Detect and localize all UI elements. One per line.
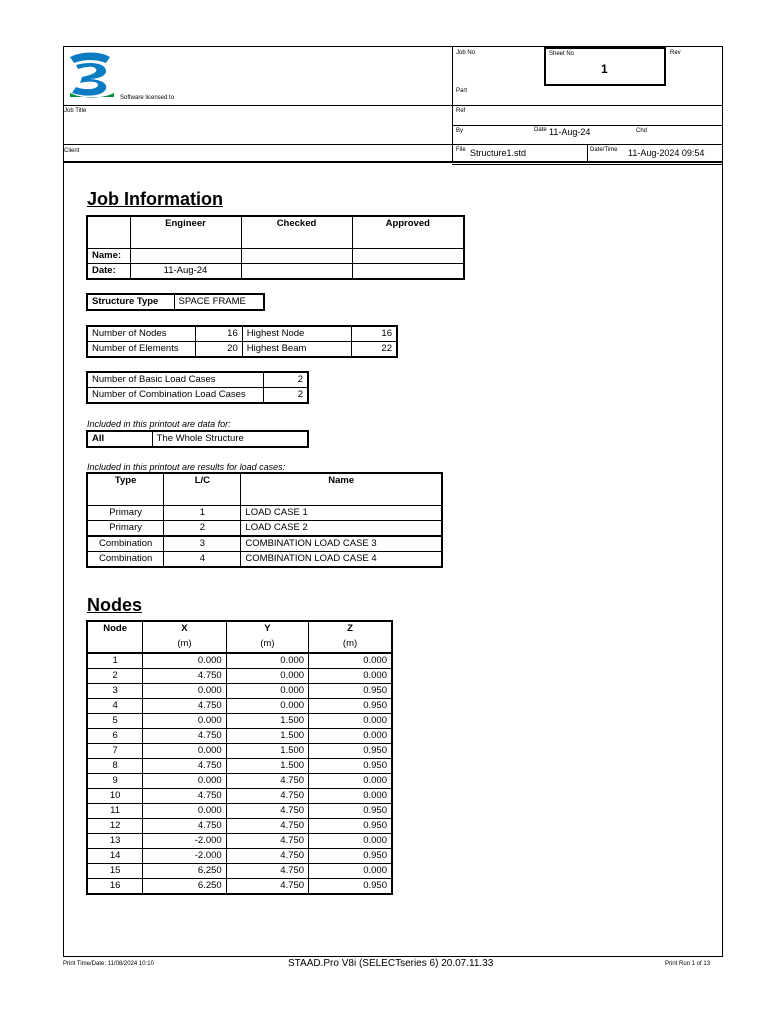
print-run: Print Run 1 of 13 [665, 961, 711, 967]
job-title-label: Job Title [64, 108, 87, 114]
table-row [87, 699, 392, 714]
node-z: 0.000 [309, 729, 392, 744]
lc-number: 1 [164, 505, 241, 520]
job-no-label: Job No [456, 50, 476, 56]
lc-number: 2 [164, 520, 241, 536]
table-row [87, 714, 392, 729]
node-y: 0.000 [226, 684, 308, 699]
node-y: 4.750 [226, 789, 308, 804]
z-header: Z [309, 621, 392, 636]
approved-header: Approved [352, 216, 464, 248]
element-count-table [86, 325, 398, 358]
node-z: 0.950 [309, 879, 392, 895]
node-x: 4.750 [143, 759, 226, 774]
table-row [87, 505, 442, 520]
date-value: 11-Aug-24 [549, 127, 591, 137]
node-z: 0.000 [309, 834, 392, 849]
report-header [64, 47, 722, 163]
approval-table [86, 215, 465, 280]
table-row [87, 849, 392, 864]
node-z: 0.000 [309, 669, 392, 684]
comb-lc-label: Number of Combination Load Cases [87, 388, 263, 404]
node-y: 4.750 [226, 879, 308, 895]
node-x: 0.000 [143, 653, 226, 669]
datetime-value: 11-Aug-2024 09:54 [628, 148, 705, 158]
nodes-label: Number of Nodes [87, 326, 196, 342]
lc-name: LOAD CASE 2 [241, 520, 442, 536]
lc-type: Primary [87, 520, 164, 536]
lc-name: LOAD CASE 1 [241, 505, 442, 520]
node-id: 12 [87, 819, 143, 834]
job-information-title: Job Information [87, 189, 223, 209]
node-unit [87, 636, 143, 653]
lc-type-header: Type [87, 473, 164, 505]
lc-name: COMBINATION LOAD CASE 4 [241, 551, 442, 567]
node-id: 6 [87, 729, 143, 744]
node-y: 0.000 [226, 699, 308, 714]
ref-label: Ref [456, 108, 466, 114]
node-y: 1.500 [226, 729, 308, 744]
table-row [87, 759, 392, 774]
file-label: File [456, 147, 466, 153]
node-id: 10 [87, 789, 143, 804]
elements-value: 20 [196, 342, 242, 358]
nodes-table [86, 620, 393, 895]
node-id: 15 [87, 864, 143, 879]
all-value: The Whole Structure [152, 431, 308, 447]
lc-number: 4 [164, 551, 241, 567]
client-label: Client [64, 148, 80, 154]
load-case-count-table [86, 371, 309, 404]
node-y: 4.750 [226, 849, 308, 864]
table-row [87, 729, 392, 744]
table-row [87, 744, 392, 759]
sheet-no-value: 1 [601, 62, 608, 76]
structure-type-table [86, 293, 265, 311]
node-id: 11 [87, 804, 143, 819]
bentley-logo-icon [66, 49, 118, 99]
highest-beam-label: Highest Beam [242, 342, 351, 358]
node-x: 4.750 [143, 669, 226, 684]
node-z: 0.950 [309, 744, 392, 759]
table-row [87, 536, 442, 552]
comb-lc-value: 2 [263, 388, 308, 404]
node-id: 1 [87, 653, 143, 669]
table-row [87, 684, 392, 699]
included-results-text: Included in this printout are results for load cases: [87, 462, 286, 472]
node-y: 0.000 [226, 653, 308, 669]
node-z: 0.950 [309, 849, 392, 864]
basic-lc-value: 2 [263, 372, 308, 388]
date-label: Date [534, 127, 547, 133]
node-z: 0.950 [309, 699, 392, 714]
checked-header: Checked [241, 216, 352, 248]
node-id: 9 [87, 774, 143, 789]
node-x: 6.250 [143, 879, 226, 895]
by-label: By [456, 128, 464, 134]
node-x: 0.000 [143, 714, 226, 729]
node-x: -2.000 [143, 849, 226, 864]
all-label: All [87, 431, 152, 447]
file-value: Structure1.std [470, 148, 527, 158]
highest-node-value: 16 [351, 326, 397, 342]
chd-label: Chd [636, 128, 648, 134]
node-y: 4.750 [226, 819, 308, 834]
node-y: 1.500 [226, 744, 308, 759]
node-header: Node [87, 621, 143, 636]
load-case-table [86, 472, 443, 568]
highest-beam-value: 22 [351, 342, 397, 358]
node-z: 0.000 [309, 653, 392, 669]
table-row [87, 551, 442, 567]
node-z: 0.000 [309, 864, 392, 879]
included-data-text: Included in this printout are data for: [87, 419, 231, 429]
node-x: 0.000 [143, 684, 226, 699]
lc-name: COMBINATION LOAD CASE 3 [241, 536, 442, 552]
y-header: Y [226, 621, 308, 636]
node-z: 0.950 [309, 684, 392, 699]
program-version: STAAD.Pro V8i (SELECTseries 6) 20.07.11.33 [288, 958, 494, 969]
node-x: 4.750 [143, 789, 226, 804]
engineer-header: Engineer [130, 216, 241, 248]
node-id: 16 [87, 879, 143, 895]
node-y: 4.750 [226, 774, 308, 789]
table-row [87, 819, 392, 834]
node-id: 14 [87, 849, 143, 864]
nodes-title: Nodes [87, 595, 143, 615]
node-z: 0.000 [309, 789, 392, 804]
datetime-label: Date/Time [590, 147, 618, 153]
node-x: 4.750 [143, 819, 226, 834]
lc-type: Primary [87, 505, 164, 520]
table-row [87, 789, 392, 804]
node-y: 1.500 [226, 759, 308, 774]
node-y: 1.500 [226, 714, 308, 729]
software-licensed-text: Software licensed to [120, 95, 175, 101]
highest-node-label: Highest Node [242, 326, 351, 342]
table-row [87, 864, 392, 879]
node-z: 0.950 [309, 819, 392, 834]
node-z: 0.000 [309, 774, 392, 789]
node-z: 0.000 [309, 714, 392, 729]
node-id: 8 [87, 759, 143, 774]
node-id: 2 [87, 669, 143, 684]
z-unit: (m) [309, 636, 392, 653]
table-row [87, 774, 392, 789]
node-x: 0.000 [143, 774, 226, 789]
print-time: Print Time/Date: 11/08/2024 10:10 [63, 961, 154, 967]
date-row-label: Date: [87, 263, 130, 279]
engineer-date: 11-Aug-24 [130, 263, 241, 279]
x-unit: (m) [143, 636, 226, 653]
node-x: -2.000 [143, 834, 226, 849]
lc-name-header: Name [241, 473, 442, 505]
node-x: 0.000 [143, 744, 226, 759]
sheet-no-box [544, 47, 666, 86]
structure-type-value: SPACE FRAME [174, 294, 264, 310]
table-row [87, 879, 392, 895]
name-label: Name: [87, 248, 130, 263]
lc-type: Combination [87, 536, 164, 552]
node-id: 7 [87, 744, 143, 759]
node-y: 4.750 [226, 834, 308, 849]
node-z: 0.950 [309, 759, 392, 774]
node-x: 4.750 [143, 699, 226, 714]
lc-number: 3 [164, 536, 241, 552]
basic-lc-label: Number of Basic Load Cases [87, 372, 263, 388]
node-y: 4.750 [226, 864, 308, 879]
included-data-table [86, 430, 309, 448]
structure-type-label: Structure Type [87, 294, 174, 310]
nodes-value: 16 [196, 326, 242, 342]
lc-number-header: L/C [164, 473, 241, 505]
sheet-no-label: Sheet No [549, 51, 575, 57]
node-x: 4.750 [143, 729, 226, 744]
y-unit: (m) [226, 636, 308, 653]
table-row [87, 520, 442, 536]
node-id: 3 [87, 684, 143, 699]
node-id: 5 [87, 714, 143, 729]
lc-type: Combination [87, 551, 164, 567]
table-row [87, 669, 392, 684]
table-row [87, 834, 392, 849]
elements-label: Number of Elements [87, 342, 196, 358]
node-z: 0.950 [309, 804, 392, 819]
nodes-table-body [87, 653, 392, 894]
part-label: Part [456, 88, 468, 94]
node-y: 4.750 [226, 804, 308, 819]
node-x: 0.000 [143, 804, 226, 819]
table-row [87, 804, 392, 819]
node-id: 13 [87, 834, 143, 849]
node-id: 4 [87, 699, 143, 714]
node-y: 0.000 [226, 669, 308, 684]
node-x: 6.250 [143, 864, 226, 879]
rev-label: Rev [670, 50, 681, 56]
x-header: X [143, 621, 226, 636]
table-row [87, 653, 392, 669]
